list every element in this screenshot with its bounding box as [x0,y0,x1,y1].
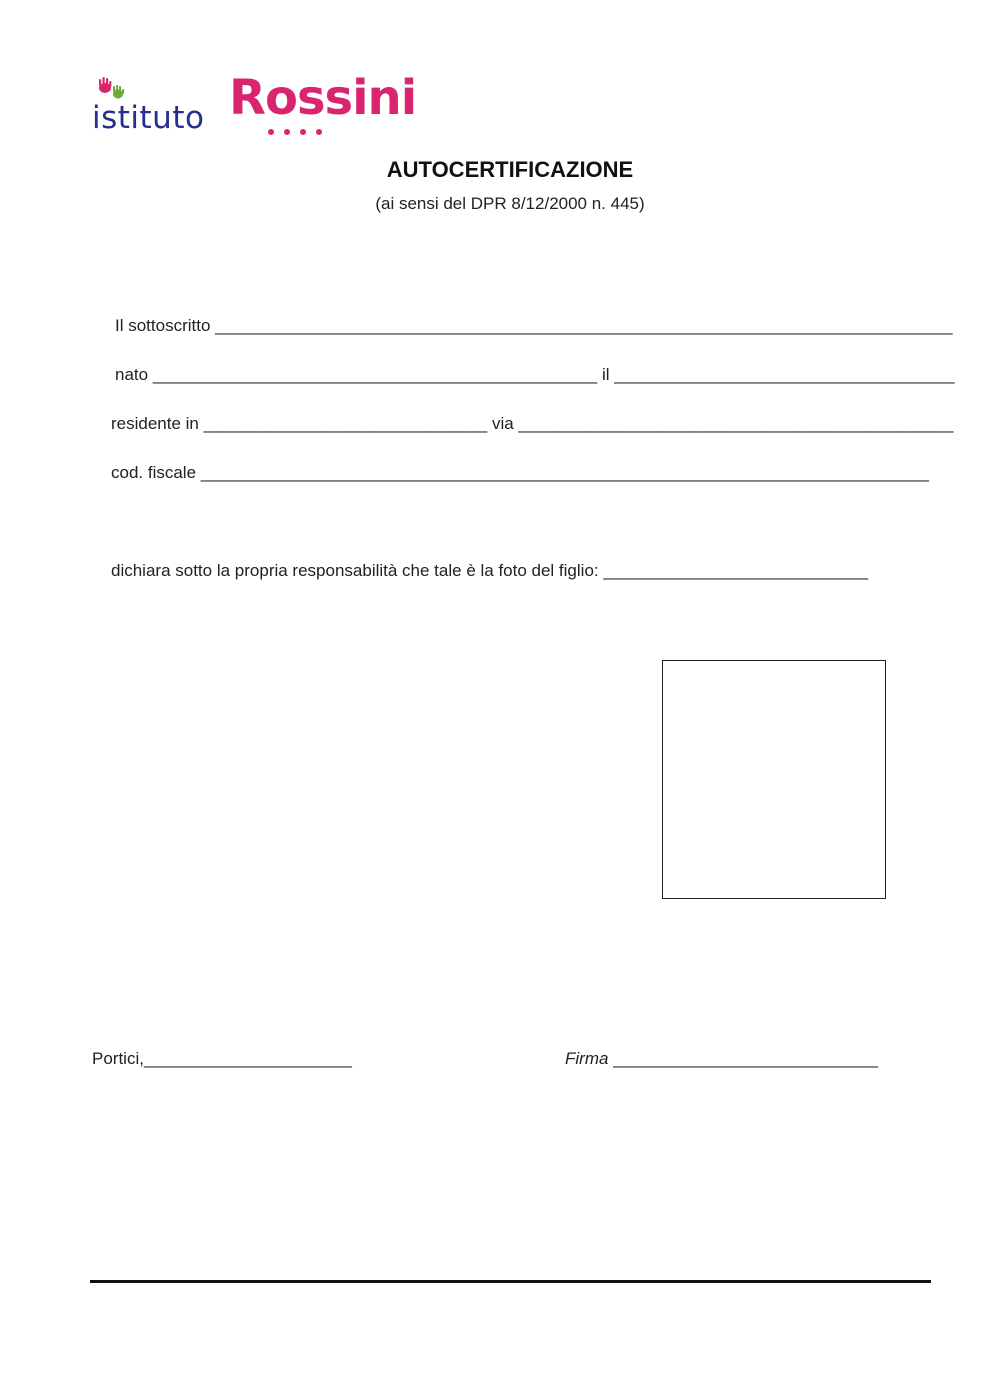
child-name-field[interactable]: ____________________________ [603,561,869,580]
birthplace-field[interactable]: _______________________________________________ [152,365,598,384]
label-cod-fiscale: cod. fiscale [111,463,197,482]
name-field[interactable]: ______________________________________________________________________________ [215,316,953,335]
place-label: Portici, [92,1049,144,1068]
photo-box [662,660,886,899]
school-logo [92,72,422,138]
label-nato: nato [115,365,149,384]
label-residente: residente in [111,414,199,433]
document-title: AUTOCERTIFICAZIONE [386,157,634,182]
street-field[interactable]: ______________________________________________ [518,414,954,433]
declaration-text: dichiara sotto la propria responsabilità che tale è la foto del figlio: [111,561,599,580]
label-via: via [492,414,514,433]
form-line-name [115,316,953,336]
logo-dots [268,122,332,140]
form-line-declaration [111,561,868,581]
form-line-residence [111,414,953,434]
document-subtitle: (ai sensi del DPR 8/12/2000 n. 445) [375,194,645,213]
place-date-line [92,1049,352,1069]
logo-word-istituto: istituto [92,100,205,136]
signature-field[interactable]: ____________________________ [613,1049,878,1068]
label-il: il [601,365,610,384]
hands-logo-icon [96,76,126,102]
form-line-birth [115,365,955,385]
signature-label: Firma [565,1049,609,1068]
logo-word-rossini: Rossini [229,70,417,126]
city-field[interactable]: ______________________________ [203,414,488,433]
birthdate-field[interactable]: ____________________________________ [614,365,955,384]
label-sottoscritto: Il sottoscritto [115,316,211,335]
form-line-tax-code [111,463,929,483]
footer-divider [90,1280,931,1283]
signature-line [565,1049,878,1069]
date-field[interactable]: ______________________ [143,1049,352,1068]
tax-code-field[interactable]: _____________________________________________________________________________ [200,463,929,482]
